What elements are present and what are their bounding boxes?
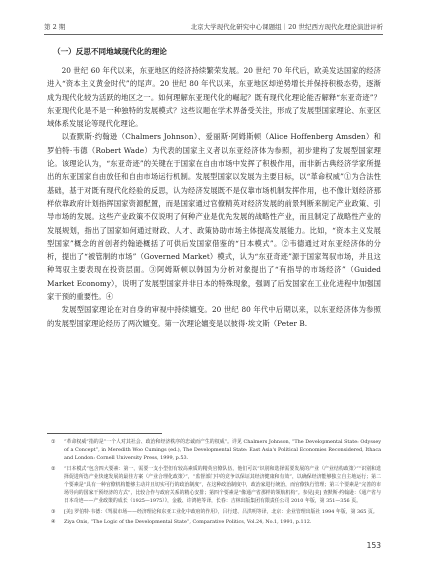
footnotes [47,438,381,528]
running-header [44,22,383,34]
paragraph-2: 以查默斯·约翰逊（Chalmers Johnson）、爱丽斯·阿姆斯顿（Alice Hoffenberg Amsden）和罗伯特·韦德（Robert Wade）为代表的国家主义者以东亚经济体为参照，初步建构了发展型国家理论。该理论认为，“东亚奇迹”的关键在于国家在自由市场中发挥了积极作用，而非新古典经济学家所提出的东亚国家自由放任和自由市场运行机制。发展型国家以发展为主要目标，以“革命权威”①为合法性基础，基于对既有现代化经验的反思，认为经济发展既不是仅靠市场机制发挥作用，也不像计划经济那样依靠政府计划指挥国家资源配置，而是国家通过官僚精英对经济发展的前景判断来制定产业政策、引导市场的发展。这些产业政策不仅说明了何种产业是优先发展的战略性产业，而且制定了战略性产业的发展规划，指出了国家如何通过财政、人才、政策协助市场主体提高发展能力。比如，“资本主义发展型国家”概念的首创者约翰逊概括了可供后发国家借鉴的“日本模式”。②韦德通过对东亚经济体的分析，提出了“被管制的市场”（Governed Market）模式，认为“东亚奇迹”源于国家驾驭市场，并且这种驾驭主要表现在投资层面。③阿姆斯顿以韩国为分析对象提出了“有指导的市场经济”（Guided Market Economy），说明了发展型国家并非日本的特殊现象，强调了后发国家在工业化进程中加强国家干预的重要性。④ [47,132,381,302]
footnote-text: “革命权威”指的是“一个人对其社会、政治和经济秩序的忠诚而产生的权威”。详见 Chalmers Johnson, “The Developmental State: Odyssey of a Concept”, in Meredith Woo Cumings (ed.), The Developmental State: East Asia's Political Economies Reconsidered, Ithaca and London: Cornell University Press, 1999, p.53. [64,439,381,462]
footnote-text: Ziya Onis, “The Logic of the Developmental State”, Comparative Politics, Vol.24, No.1, 1991, p.112. [64,518,312,525]
issue-number: 第 2 期 [44,23,66,31]
page-number: 153 [366,541,381,550]
section-heading: （一）反思不同地域现代化的理论 [53,47,167,56]
footnote-divider [47,433,162,434]
footnote-2 [47,465,381,506]
footnote-1 [47,438,381,463]
footnote-text: “日本模式”包含四大要素：第一，需要一支小型但有较高素质的精英官僚队伍，他们可以“识别和选择需要发展的产业（产业结构政策）”“识别和选择促进所选产业快速发展的最佳方案（产业合理化政策）”，“监督部门中的竞争以保证其经济健康和有效”，以确保经济能够独立自主地运行；第二个要素是“具有一种官僚机构能够主动并且切实可行的政治制度”，在这种政治制度中，政治家进行统治，而官僚执行管理；第三个要素是“完善的市场导向的国家干预经济的方式”，比较合作与政府关系的精心安排；第四个要素是“像通产省那样的领航机构”。参见[美] 查默斯·约翰逊：《通产省与日本奇迹——产业政策的成长（1925—1975）》，金毅、许鸿艳等译，长春：吉林出版集团有限责任公司 2010 年版，第 351—356 页。 [64,465,381,505]
footnote-3 [47,508,381,516]
footnote-marker: ④ [51,518,56,525]
main-content [47,46,381,330]
footnote-marker: ② [51,465,56,472]
journal-running-title: 北京大学现代化研究中心课题组｜20 世纪西方现代化理论演进评析 [190,23,383,31]
header-divider [44,34,383,35]
paragraph-1: 20 世纪 60 年代以来，东亚地区的经济持续繁荣发展。20 世纪 70 年代后，欧美发达国家的经济进入“资本主义黄金时代”的尾声。20 世纪 80 年代以来，东亚地区却逆势增长并保持积极态势，逐渐成为现代化较为活跃的地区之一。如何理解东亚现代化的崛起？既有现代化理论能否解释“东亚奇迹”？东亚现代化是不是一种独特的发展模式？这些议题在学术界备受关注，形成了发展型国家理论、东亚区域体系发展论等现代化理论。 [47,66,381,129]
paragraph-3: 发展型国家理论在对自身的审视中持续嬗变。20 世纪 80 年代中后期以来，以东亚经济体为参照的发展型国家理论经历了两次嬗变。第一次理论嬗变是以彼得·埃文斯（Peter B. [47,305,381,328]
footnote-marker: ③ [51,508,56,515]
footnote-4 [47,518,381,526]
footnote-marker: ① [51,439,56,445]
footnote-text: [美] 罗伯特·韦德：《驾驭市场——经济理论和东亚工业化中政府的作用》，吕行建、吕洪明等译，北京：企业管理出版社 1994 年版，第 365 页。 [64,508,378,515]
